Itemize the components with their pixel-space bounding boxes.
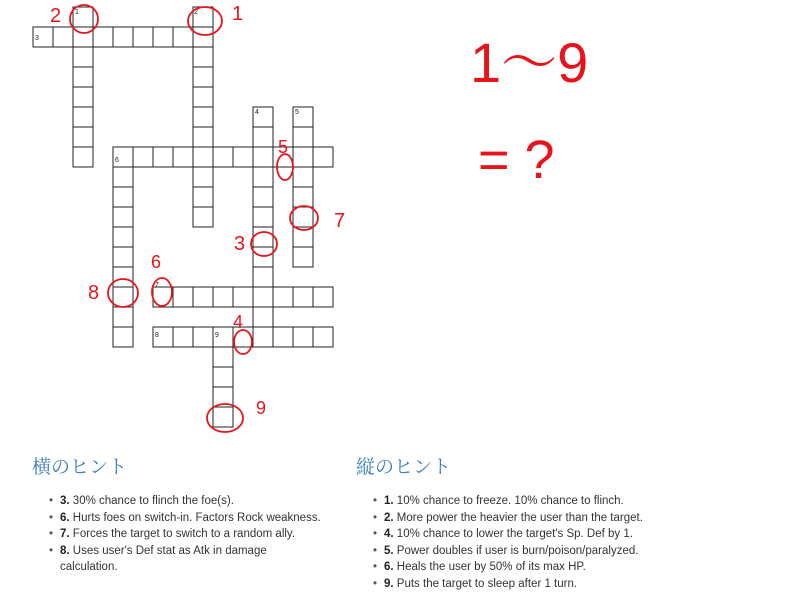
crossword-cells — [33, 7, 333, 427]
down-clues — [356, 452, 656, 592]
crossword-cell[interactable] — [293, 167, 313, 187]
crossword-cell[interactable] — [173, 327, 193, 347]
crossword-cell[interactable] — [213, 367, 233, 387]
crossword-cell[interactable] — [213, 347, 233, 367]
crossword-cell[interactable] — [273, 327, 293, 347]
crossword-cell[interactable] — [253, 167, 273, 187]
clue-number: 9. — [384, 577, 394, 590]
crossword-cell[interactable] — [233, 147, 253, 167]
crossword-cell[interactable] — [193, 27, 213, 47]
crossword-cell[interactable] — [73, 107, 93, 127]
clue-number: 6. — [60, 511, 70, 524]
slot-number-mark: 2 — [50, 5, 62, 27]
crossword-cell[interactable] — [193, 87, 213, 107]
crossword-cell[interactable] — [113, 287, 133, 307]
clue-number-5: 5 — [295, 109, 299, 116]
clue-number: 6. — [384, 561, 394, 573]
clue-text: Puts the target to sleep after 1 turn. — [396, 577, 578, 590]
clue-number-4: 4 — [255, 109, 259, 116]
clue-number-7: 7 — [155, 282, 159, 289]
clue-text: 10% chance to freeze. 10% chance to flinch. — [396, 495, 624, 507]
crossword-cell[interactable] — [193, 287, 213, 307]
crossword-cell[interactable] — [253, 287, 273, 307]
crossword-cell[interactable] — [93, 27, 113, 47]
slot-number-mark: 3 — [234, 233, 246, 255]
crossword-cell[interactable] — [113, 307, 133, 327]
across-clues — [32, 452, 322, 576]
crossword-cell[interactable] — [293, 127, 313, 147]
crossword-cell[interactable] — [173, 27, 193, 47]
crossword-cell[interactable] — [193, 187, 213, 207]
down-clue-list — [356, 493, 656, 592]
clue-text: Uses user's Def stat as Atk in damage calculation. — [60, 544, 267, 573]
crossword-cell[interactable] — [313, 327, 333, 347]
clue-number-6: 6 — [115, 157, 119, 164]
crossword-cell[interactable] — [213, 287, 233, 307]
crossword-cell[interactable] — [73, 87, 93, 107]
crossword-cell[interactable] — [293, 187, 313, 207]
crossword-cell[interactable] — [133, 147, 153, 167]
crossword-cell[interactable] — [293, 287, 313, 307]
clue-item — [60, 493, 322, 510]
crossword-cell[interactable] — [293, 247, 313, 267]
crossword-cell[interactable] — [253, 227, 273, 247]
crossword-cell[interactable] — [73, 67, 93, 87]
clue-number-3: 3 — [35, 35, 39, 42]
clue-text: Forces the target to switch to a random ally. — [72, 528, 296, 540]
crossword-cell[interactable] — [73, 127, 93, 147]
crossword-cell[interactable] — [253, 327, 273, 347]
clue-number: 8. — [60, 544, 70, 557]
clue-item — [384, 493, 656, 510]
crossword-cell[interactable] — [253, 247, 273, 267]
crossword-cell[interactable] — [253, 127, 273, 147]
crossword-cell[interactable] — [173, 287, 193, 307]
crossword-cell[interactable] — [193, 327, 213, 347]
crossword-cell[interactable] — [253, 267, 273, 287]
clue-item — [60, 543, 322, 576]
clue-text: More power the heavier the user than the target. — [396, 511, 643, 524]
slot-number-mark: 8 — [88, 282, 100, 304]
crossword-cell[interactable] — [73, 47, 93, 67]
crossword-cell[interactable] — [233, 287, 253, 307]
crossword-cell[interactable] — [253, 207, 273, 227]
clue-number: 1. — [384, 495, 394, 507]
clue-text: 30% chance to flinch the foe(s). — [72, 495, 234, 507]
clue-number: 5. — [384, 544, 394, 557]
slot-number-mark: 9 — [256, 398, 267, 418]
crossword-cell[interactable] — [273, 287, 293, 307]
crossword-cell[interactable] — [53, 27, 73, 47]
clue-text: 10% chance to lower the target's Sp. Def by 1. — [396, 528, 633, 540]
slot-number-mark: 6 — [151, 252, 162, 272]
crossword-cell[interactable] — [293, 147, 313, 167]
down-heading: 縦のヒント — [356, 456, 452, 478]
crossword-cell[interactable] — [193, 207, 213, 227]
slot-number-mark: 7 — [334, 210, 346, 232]
clue-number: 3. — [60, 495, 70, 507]
slot-number-mark: 5 — [278, 137, 289, 157]
crossword-cell[interactable] — [113, 327, 133, 347]
formula-line-2: = ? — [478, 130, 555, 190]
crossword-cell[interactable] — [133, 27, 153, 47]
crossword-cell[interactable] — [113, 187, 133, 207]
crossword-cell[interactable] — [253, 187, 273, 207]
clue-item — [384, 510, 656, 527]
crossword-cell[interactable] — [193, 127, 213, 147]
clue-number: 7. — [60, 528, 70, 540]
crossword-cell[interactable] — [193, 167, 213, 187]
crossword-cell[interactable] — [293, 327, 313, 347]
crossword-cell[interactable] — [253, 307, 273, 327]
crossword-cell[interactable] — [113, 227, 133, 247]
clue-number-2: 2 — [194, 9, 198, 16]
clue-item — [60, 526, 322, 543]
crossword-cell[interactable] — [293, 207, 313, 227]
clue-item — [384, 526, 656, 543]
clue-number-9: 9 — [215, 332, 219, 339]
crossword-cell[interactable] — [153, 27, 173, 47]
crossword-cell[interactable] — [193, 147, 213, 167]
clue-item — [384, 559, 656, 576]
crossword-cell[interactable] — [213, 147, 233, 167]
crossword-cell[interactable] — [193, 47, 213, 67]
crossword-cell[interactable] — [73, 147, 93, 167]
clue-item — [384, 576, 656, 593]
crossword-cell[interactable] — [193, 107, 213, 127]
across-clue-list — [32, 493, 322, 576]
clue-text: Hurts foes on switch-in. Factors Rock weakness. — [72, 511, 321, 524]
clue-number-8: 8 — [155, 332, 159, 339]
across-heading: 横のヒント — [32, 456, 128, 478]
clue-number: 4. — [384, 528, 394, 540]
clue-text: Heals the user by 50% of its max HP. — [396, 561, 586, 573]
crossword-cell[interactable] — [113, 247, 133, 267]
crossword-cell[interactable] — [313, 147, 333, 167]
clue-number: 2. — [384, 511, 394, 524]
crossword-cell[interactable] — [313, 287, 333, 307]
crossword-cell[interactable] — [153, 147, 173, 167]
crossword-cell[interactable] — [113, 27, 133, 47]
crossword-cell[interactable] — [253, 147, 273, 167]
crossword-cell[interactable] — [113, 267, 133, 287]
clue-item — [384, 543, 656, 560]
clue-number-1: 1 — [75, 9, 79, 16]
clue-text: Power doubles if user is burn/poison/paralyzed. — [396, 544, 639, 557]
clue-item — [60, 510, 322, 527]
crossword-cell[interactable] — [113, 167, 133, 187]
slot-number-mark: 1 — [232, 3, 244, 25]
crossword-cell[interactable] — [113, 207, 133, 227]
formula-line-1: 1〜9 — [470, 31, 589, 94]
crossword-cell[interactable] — [193, 67, 213, 87]
crossword-cell[interactable] — [213, 407, 233, 427]
slot-number-mark: 4 — [233, 312, 244, 332]
crossword-cell[interactable] — [173, 147, 193, 167]
